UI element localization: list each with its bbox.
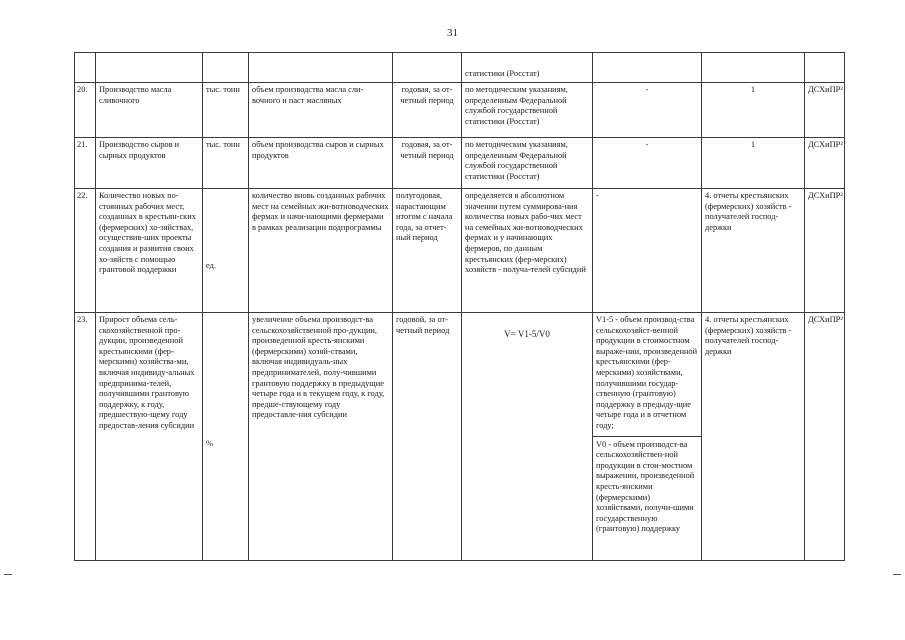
cell-num: 20. (75, 83, 96, 138)
cell-num: 23. (75, 313, 96, 561)
cell-num (75, 53, 96, 83)
cell-definition: объем производства масла сли-вочного и паст масляных (249, 83, 393, 138)
table-row-continuation (75, 53, 845, 83)
cell-basic (593, 313, 702, 561)
cell-basic: - (593, 189, 702, 313)
cell-period: полугодовая, нарастающим итогом с начала года, за отчет-ный период (393, 189, 462, 313)
cell-period: годовой, за от-четный период (393, 313, 462, 561)
cell-definition: объем производства сыров и сырных продуктов (249, 138, 393, 189)
cell-unit: тыс. тонн (203, 83, 249, 138)
cell-method: по методическим указаниям, определенным Федеральной службой государственной статистики (Росстат) (462, 83, 593, 138)
cell-period: годовая, за от-четный период (393, 83, 462, 138)
table-row (75, 189, 845, 313)
cell-num: 22. (75, 189, 96, 313)
table-row (75, 83, 845, 138)
cell-unit: тыс. тонн (203, 138, 249, 189)
cell-basic: - (593, 83, 702, 138)
divider (593, 436, 701, 437)
cell-basic (593, 53, 702, 83)
cell-source: 1 (702, 83, 805, 138)
cell-unit: ед. (203, 189, 249, 313)
cell-name: Прирост объема сель-скохозяйственной про-дукции, произведенной крестьянскими (фер-мерскими) хозяйства-ми, включая индивиду-альных предпринима-телей, получившими грантовую поддержку, к году, предшествую-щему году предостав-ления субсидии (96, 313, 203, 561)
cell-source: 4. отчеты крестьянских (фермерских) хозяйств - получателей господ-держки (702, 189, 805, 313)
cell-resp: ДСХиПР² (805, 313, 845, 561)
cell-method (462, 313, 593, 561)
formula: V= V1-5/V0 (504, 329, 550, 339)
page-number: 31 (447, 27, 458, 39)
cell-definition: количество вновь созданных рабочих мест на семейных жи-вотноводческих фермах и начи-нающими фермерами в рамках реализации подпрограммы (249, 189, 393, 313)
scan-edge-mark (4, 574, 12, 575)
table-row (75, 313, 845, 561)
scan-edge-mark (893, 574, 901, 575)
cell-method: статистики (Росстат) (462, 53, 593, 83)
cell-source: 1 (702, 138, 805, 189)
cell-resp (805, 53, 845, 83)
cell-resp: ДСХиПР² (805, 138, 845, 189)
cell-name: Производство сыров и сырных продуктов (96, 138, 203, 189)
cell-method: определяется в абсолютном значении путем суммирова-ния количества новых рабо-чих мест на семейных жи-вотноводческих фермах и у начинающих фермеров, по данным крестьянских (фер-мерских) хозяйств - получа-телей субсидий (462, 189, 593, 313)
indicators-table (74, 52, 845, 561)
cell-definition: увеличение объема производст-ва сельскохозяйственной про-дукции, произведенной кресть-янскими (фермерскими) хозяй-ствами, включая индивидуаль-ных предпринимателей, полу-чившими грантовую поддержку в предыдущие четыре года и в текущем году, к году, предше-ствующему году предоставле-ния субсидии (249, 313, 393, 561)
cell-source (702, 53, 805, 83)
basic-part-1: V1-5 - объем производ-ства сельскохозяйст-венной продукции в стоимостном выраже-нии, произведенной крестьянскими (фер-мерскими) хозяйствами, получившими государ-ственную (грантовую) поддержку в предыду-щие четыре года и в отчетном году; (596, 315, 698, 430)
cell-name: Количество новых по-стоянных рабочих мест, созданных в крестьян-ских (фермерских) хо-зяйствах, осуществив-ших проекты создания и развития своих хо-зяйств с помощью грантовой поддержки (96, 189, 203, 313)
cell-basic: - (593, 138, 702, 189)
cell-source: 4. отчеты крестьянских (фермерских) хозяйств - получателей господ-держки (702, 313, 805, 561)
cell-definition (249, 53, 393, 83)
cell-name: Производство масла сливочного (96, 83, 203, 138)
cell-name (96, 53, 203, 83)
cell-resp: ДСХиПР² (805, 83, 845, 138)
basic-part-2: V0 - объем производст-ва сельскохозяйствен-ной продукции в стои-мостном выражении, произведенной кресть-янскими (фермерскими) хозяйствами, получи-шими государственную (грантовую) поддержку (596, 439, 695, 534)
table-row (75, 138, 845, 189)
cell-num: 21. (75, 138, 96, 189)
cell-resp: ДСХиПР² (805, 189, 845, 313)
cell-method: по методическим указаниям, определенным Федеральной службой государственной статистики (Росстат) (462, 138, 593, 189)
cell-unit (203, 53, 249, 83)
cell-unit: % (203, 313, 249, 561)
cell-period: годовая, за от-четный период (393, 138, 462, 189)
cell-period (393, 53, 462, 83)
